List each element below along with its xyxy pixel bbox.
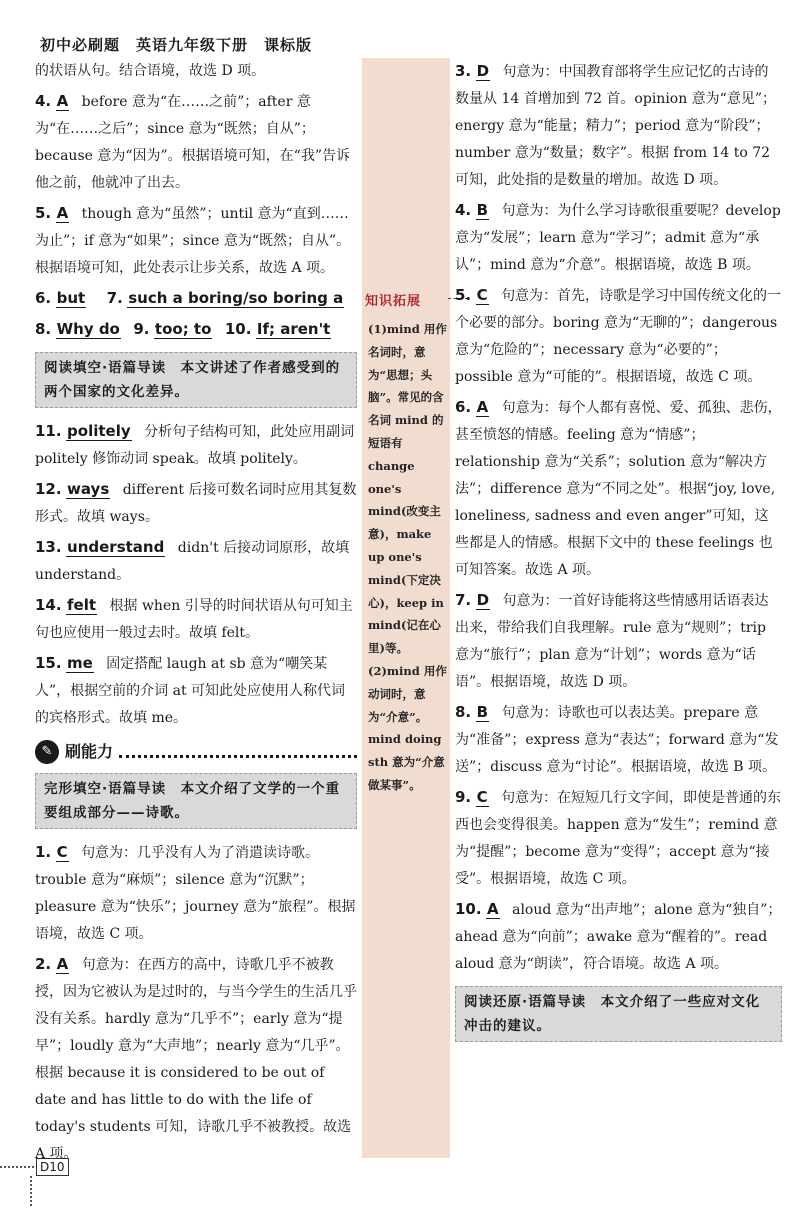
answer-key: politely — [67, 422, 131, 440]
answer-key: but — [56, 289, 86, 307]
question-number: 9. — [133, 320, 150, 338]
explanation: before 意为“在……之前”；after 意为“在……之后”；since 意为“既然；自从”；because 意为“因为”。根据语境可知，在“我”告诉他之前，他就冲了出去。 — [35, 94, 350, 191]
question-number: 10. — [455, 900, 482, 918]
cloze-banner: 完形填空·语篇导读 本文介绍了文学的一个重要组成部分——诗歌。 — [35, 773, 357, 829]
sidebar-title: 知识拓展 — [365, 294, 422, 309]
answer-key: me — [67, 654, 93, 672]
question-number: 14. — [35, 596, 62, 614]
pen-icon: ✎ — [35, 740, 59, 764]
answer-key: ways — [67, 480, 110, 498]
right-column — [455, 58, 782, 1052]
section-divider — [119, 745, 357, 758]
question-number: 6. — [35, 289, 52, 307]
answer-item-c10 — [455, 896, 782, 978]
question-number: 4. — [455, 201, 472, 219]
answer-key: felt — [67, 596, 97, 614]
answer-key: C — [476, 788, 488, 806]
answer-key: A — [487, 900, 499, 918]
answer-item-15 — [35, 650, 357, 732]
answer-key: D — [476, 591, 490, 609]
sidebar-text: (1)mind 用作名词时，意为“思想；头脑”。常见的含名词 mind 的短语有 change one's mind(改变主意)，make up one's mind(下定决心)，keep in mind(记在心里)等。(2)mind 用作动词时，意为“介意”。mind doing sth 意为“介意做某事”。 — [368, 322, 447, 792]
explanation: 句意为：一首好诗能将这些情感用话语表达出来，带给我们自我理解。rule 意为“规则”；trip 意为“旅行”；plan 意为“计划”；words 意为“话语”。根据语境，故选 D 项。 — [455, 593, 769, 690]
explanation: 句意为：为什么学习诗歌很重要呢？develop 意为“发展”；learn 意为“学习”；admit 意为“承认”；mind 意为“介意”。根据语境，故选 B 项。 — [455, 203, 781, 273]
explanation: 句意为：在短短几行文字间，即使是普通的东西也会变得很美。happen 意为“发生”；remind 意为“提醒”；become 意为“变得”；accept 意为“接受”。根据语境，故选 C 项。 — [455, 790, 782, 887]
page-header: 初中必刷题 英语九年级下册 课标版 — [40, 36, 313, 54]
answer-key: Why do — [56, 320, 120, 338]
question-number: 9. — [455, 788, 472, 806]
explanation: aloud 意为“出声地”；alone 意为“独自”；ahead 意为“向前”；awake 意为“醒着的”。read aloud 意为“朗读”，符合语境。故选 A 项。 — [455, 902, 782, 972]
question-number: 5. — [455, 286, 472, 304]
answer-key: If; aren't — [256, 320, 331, 338]
answer-key: D — [476, 62, 490, 80]
answer-item-6-7 — [35, 285, 357, 313]
explanation: didn't 后接动词原形，故填 understand。 — [35, 540, 350, 583]
answer-item-c6 — [455, 394, 782, 584]
explanation: 句意为：首先，诗歌是学习中国传统文化的一个必要的部分。boring 意为“无聊的”；dangerous 意为“危险的”；necessary 意为“必要的”；possible 意为“可能的”。根据语境，故选 C 项。 — [455, 288, 782, 385]
reading-fill-banner: 阅读填空·语篇导读 本文讲述了作者感受到的两个国家的文化差异。 — [35, 352, 357, 408]
answer-key: A — [476, 398, 489, 416]
explanation: though 意为“虽然”；until 意为“直到……为止”；if 意为“如果”；since 意为“既然；自从”。根据语境可知，此处表示让步关系，故选 A 项。 — [35, 206, 351, 276]
explanation: 句意为：在西方的高中，诗歌几乎不被教授，因为它被认为是过时的，与当今学生的生活几乎没有关系。hardly 意为“几乎不”；early 意为“提早”；loudly 意为“大声地”；nearly 意为“几乎”。根据 because it is considered to be out of date and has little to do with the life of today's students 可知，诗歌几乎不被教授。故选 A 项。 — [35, 957, 357, 1162]
left-column — [35, 58, 357, 1171]
section-title: 刷能力 — [65, 742, 114, 761]
reading-restore-banner: 阅读还原·语篇导读 本文介绍了一些应对文化冲击的建议。 — [455, 986, 782, 1042]
answer-item-12 — [35, 476, 357, 531]
answer-item-14 — [35, 592, 357, 647]
answer-item-c9 — [455, 784, 782, 893]
answer-item-11 — [35, 418, 357, 473]
answer-key: B — [476, 201, 489, 219]
answer-key: C — [56, 843, 68, 861]
answer-item-8-10 — [35, 316, 357, 344]
question-number: 2. — [35, 955, 52, 973]
answer-item-c5 — [455, 282, 782, 391]
answer-item-c3 — [455, 58, 782, 194]
answer-item-c2 — [35, 951, 357, 1168]
explanation: 句意为：诗歌也可以表达美。prepare 意为“准备”；express 意为“表达”；forward 意为“发送”；discuss 意为“讨论”。根据语境，故选 B 项。 — [455, 705, 779, 775]
answer-key: B — [476, 703, 489, 721]
question-number: 4. — [35, 92, 52, 110]
answer-key: A — [56, 92, 69, 110]
section-header — [35, 738, 357, 765]
question-number: 7. — [455, 591, 472, 609]
question-number: 8. — [35, 320, 52, 338]
answer-key: understand — [67, 538, 165, 556]
explanation: 句意为：中国教育部将学生应记忆的古诗的数量从 14 首增加到 72 首。opinion 意为“意见”；energy 意为“能量；精力”；period 意为“阶段”；number 意为“数量；数字”。根据 from 14 to 72 可知，此处指的是数量的增加。故选 D 项。 — [455, 64, 777, 188]
intro-text: 的状语从句。结合语境，故选 D 项。 — [35, 63, 266, 79]
answer-item-5 — [35, 200, 357, 282]
question-number: 12. — [35, 480, 62, 498]
answer-item-13 — [35, 534, 357, 589]
answer-item-c8 — [455, 699, 782, 781]
explanation: 固定搭配 laugh at sb 意为“嘲笑某人”，根据空前的介词 at 可知此处应使用人称代词的宾格形式。故填 me。 — [35, 656, 346, 726]
question-number: 3. — [455, 62, 472, 80]
explanation: 句意为：每个人都有喜悦、爱、孤独、悲伤，甚至愤怒的情感。feeling 意为“情感”；relationship 意为“关系”；solution 意为“解决方法”；difference 意为“不同之处”。根据“joy, love, loneliness, sadness and even anger”可知，这些都是人的情感。根据下文中的 these feelings 也可知答案。故选 A 项。 — [455, 400, 782, 578]
answer-key: A — [56, 204, 69, 222]
question-number: 11. — [35, 422, 62, 440]
answer-key: too; to — [154, 320, 212, 338]
explanation: 句意为：几乎没有人为了消遣读诗歌。trouble 意为“麻烦”；silence 意为“沉默”；pleasure 意为“快乐”；journey 意为“旅程”。根据语境，故选 C 项。 — [35, 845, 356, 942]
explanation: 分析句子结构可知，此处应用副词 politely 修饰动词 speak。故填 politely。 — [35, 424, 355, 467]
explanation: different 后接可数名词时应用其复数形式。故填 ways。 — [35, 482, 357, 525]
question-number: 10. — [224, 320, 252, 338]
answer-key: A — [56, 955, 69, 973]
corner-decoration — [0, 1166, 34, 1168]
answer-key: C — [476, 286, 488, 304]
explanation: 根据 when 引导的时间状语从句可知主句也应使用一般过去时。故填 felt。 — [35, 598, 353, 641]
question-number: 7. — [106, 289, 123, 307]
corner-decoration — [30, 1176, 32, 1206]
question-number: 6. — [455, 398, 472, 416]
answer-key: such a boring/so boring a — [128, 289, 344, 307]
question-number: 15. — [35, 654, 62, 672]
page-number: D10 — [36, 1158, 69, 1176]
answer-item-4 — [35, 88, 357, 197]
question-number: 8. — [455, 703, 472, 721]
question-number: 13. — [35, 538, 62, 556]
question-number: 1. — [35, 843, 52, 861]
answer-item-c1 — [35, 839, 357, 948]
question-number: 5. — [35, 204, 52, 222]
answer-item-c4 — [455, 197, 782, 279]
answer-item-c7 — [455, 587, 782, 696]
